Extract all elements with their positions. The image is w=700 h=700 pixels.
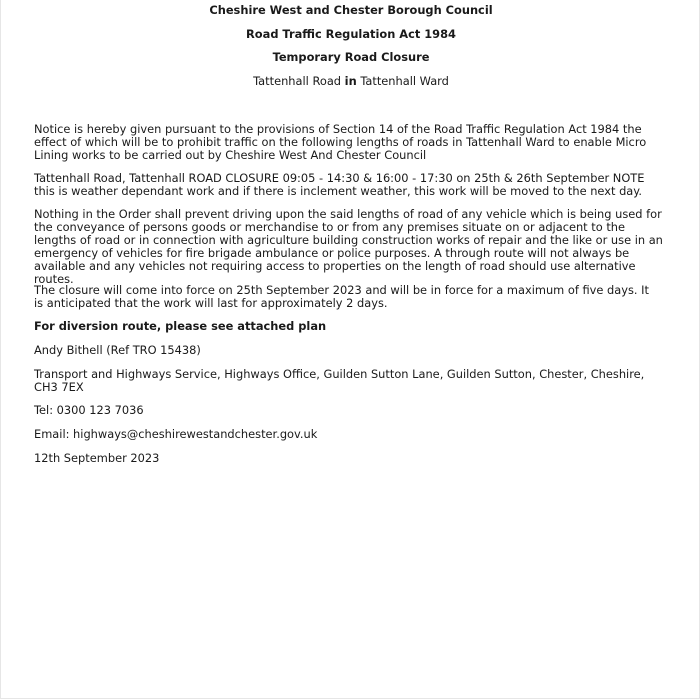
notice-paragraph: Notice is hereby given pursuant to the provisions of Section 14 of the Road Traffic Regulation Act 1984 the effect of which will be to prohibit traffic on the following lengths of roads in Tattenhall Ward to enable Micro Lining works to be carried out by Cheshire West And Chester Council (34, 122, 647, 162)
officer-reference: Andy Bithell (Ref TRO 15438) (34, 343, 201, 357)
notice-title: Temporary Road Closure (272, 50, 430, 64)
road-location (1, 75, 700, 88)
diversion-note: For diversion route, please see attached plan (34, 319, 327, 333)
notice-date: 12th September 2023 (34, 451, 160, 465)
closure-details-paragraph: Tattenhall Road, Tattenhall ROAD CLOSURE 09:05 - 14:30 & 16:00 - 17:30 on 25th & 26th September NOTE this is weather dependant work and if there is inclement weather, this work will be moved to the next day. (34, 171, 645, 198)
exemptions-paragraph: Nothing in the Order shall prevent driving upon the said lengths of road of any vehicle which is being used for the conveyance of persons goods or merchandise to or from any premises situate on or adjacent to the lengths of road or in connection with agriculture building construction works of repair and the like or use in an emergency of vehicles for fire brigade ambulance or police purposes. A through route will not always be available and any vehicles not requiring access to properties on the length of road should use alternative routes. (34, 207, 663, 286)
email: Email: highways@cheshirewestandchester.gov.uk (34, 427, 318, 441)
telephone: Tel: 0300 123 7036 (34, 403, 144, 417)
duration-paragraph: The closure will come into force on 25th September 2023 and will be in force for a maximum of five days. It is anticipated that the work will last for approximately 2 days. (34, 283, 649, 310)
office-address: Transport and Highways Service, Highways Office, Guilden Sutton Lane, Guilden Sutton, Chester, Cheshire, CH3 7EX (34, 367, 645, 394)
road-connector: in (344, 74, 357, 88)
ward-name: Tattenhall Ward (360, 74, 449, 88)
road-name: Tattenhall Road (253, 74, 342, 88)
act-title: Road Traffic Regulation Act 1984 (246, 27, 456, 41)
council-name: Cheshire West and Chester Borough Council (209, 3, 493, 17)
